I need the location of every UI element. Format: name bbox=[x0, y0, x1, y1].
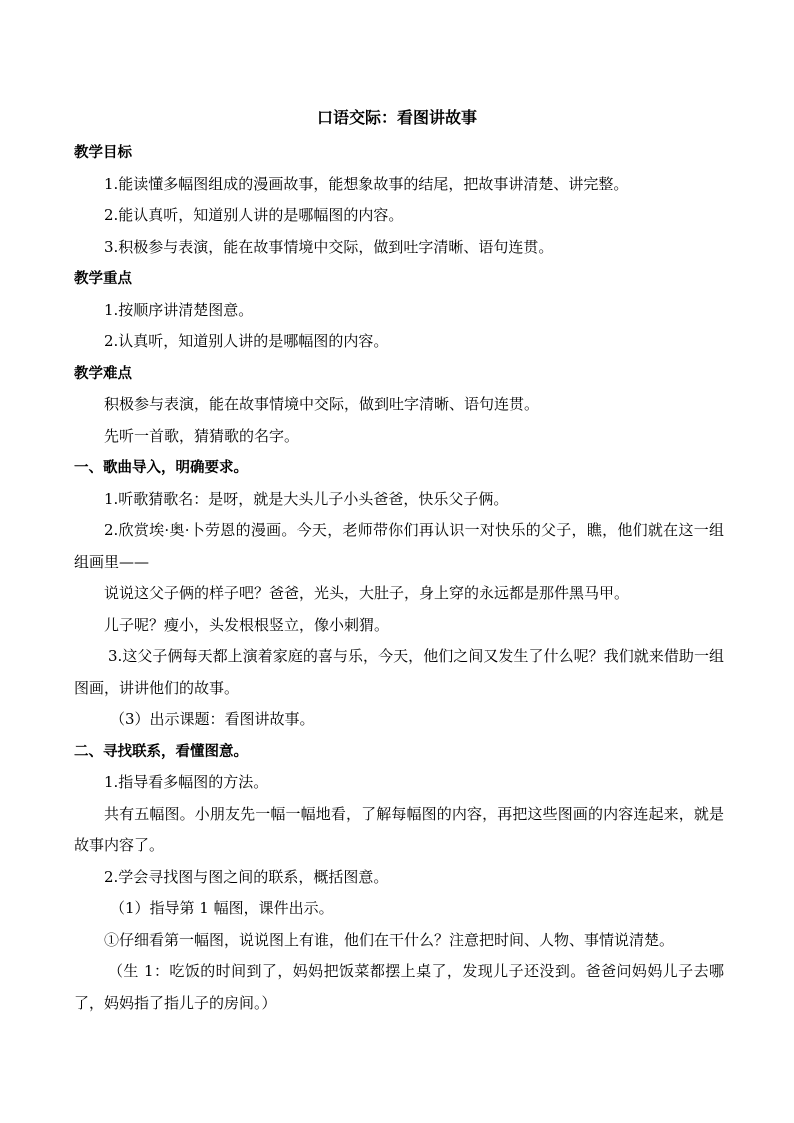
goal-item: 2.能认真听，知道别人讲的是哪幅图的内容。 bbox=[104, 206, 404, 224]
document-body bbox=[74, 137, 724, 1019]
key-point-item: 2.认真听，知道别人讲的是哪幅图的内容。 bbox=[104, 332, 389, 350]
part1-item: （3）出示课题：看图讲故事。 bbox=[110, 710, 315, 728]
difficulty-item: 先听一首歌，猜猜歌的名字。 bbox=[104, 426, 300, 445]
page-title: 口语交际：看图讲故事 bbox=[316, 108, 477, 127]
part1-item: 2.欣赏埃·奥·卜劳恩的漫画。今天，老师带你们再认识一对快乐的父子，瞧，他们就在这一组组画里—— bbox=[74, 521, 724, 571]
part2-item: ①仔细看第一幅图，说说图上有谁，他们在干什么？注意把时间、人物、事情说清楚。 bbox=[104, 930, 675, 949]
section-heading-difficulties: 教学难点 bbox=[74, 364, 132, 382]
part2-item: 共有五幅图。小朋友先一幅一幅地看，了解每幅图的内容，再把这些图画的内容连起来，就是故事内容了。 bbox=[74, 804, 724, 854]
part2-item: （生 1：吃饭的时间到了，妈妈把饭菜都摆上桌了，发现儿子还没到。爸爸问妈妈儿子去哪了，妈妈指了指儿子的房间。） bbox=[74, 962, 724, 1012]
key-point-item: 1.按顺序讲清楚图意。 bbox=[104, 300, 254, 319]
difficulty-item: 积极参与表演，能在故事情境中交际，做到吐字清晰、语句连贯。 bbox=[104, 395, 540, 413]
part2-item: 2.学会寻找图与图之间的联系，概括图意。 bbox=[104, 867, 389, 886]
part1-item: 儿子呢？瘦小，头发根根竖立，像小刺猬。 bbox=[104, 615, 390, 634]
part1-item: 说说这父子俩的样子吧？爸爸，光头，大肚子，身上穿的永远都是那件黑马甲。 bbox=[104, 584, 630, 602]
part2-item: （1）指导第 1 幅图，课件出示。 bbox=[110, 899, 334, 917]
section-heading-part2: 二、寻找联系，看懂图意。 bbox=[74, 742, 248, 760]
part1-item: 1.听歌猜歌名：是呀，就是大头儿子小头爸爸，快乐父子俩。 bbox=[104, 489, 509, 508]
goal-item: 1.能读懂多幅图组成的漫画故事，能想象故事的结尾，把故事讲清楚、讲完整。 bbox=[104, 174, 629, 193]
goal-item: 3.积极参与表演，能在故事情境中交际，做到吐字清晰、语句连贯。 bbox=[104, 237, 554, 256]
section-heading-key-points: 教学重点 bbox=[74, 270, 132, 287]
part1-item: 3.这父子俩每天都上演着家庭的喜与乐，今天，他们之间又发生了什么呢？我们就来借助一组图画，讲讲他们的故事。 bbox=[74, 647, 724, 697]
section-heading-goals: 教学目标 bbox=[74, 144, 132, 161]
part2-item: 1.指导看多幅图的方法。 bbox=[104, 773, 269, 791]
section-heading-part1: 一、歌曲导入，明确要求。 bbox=[74, 459, 248, 476]
